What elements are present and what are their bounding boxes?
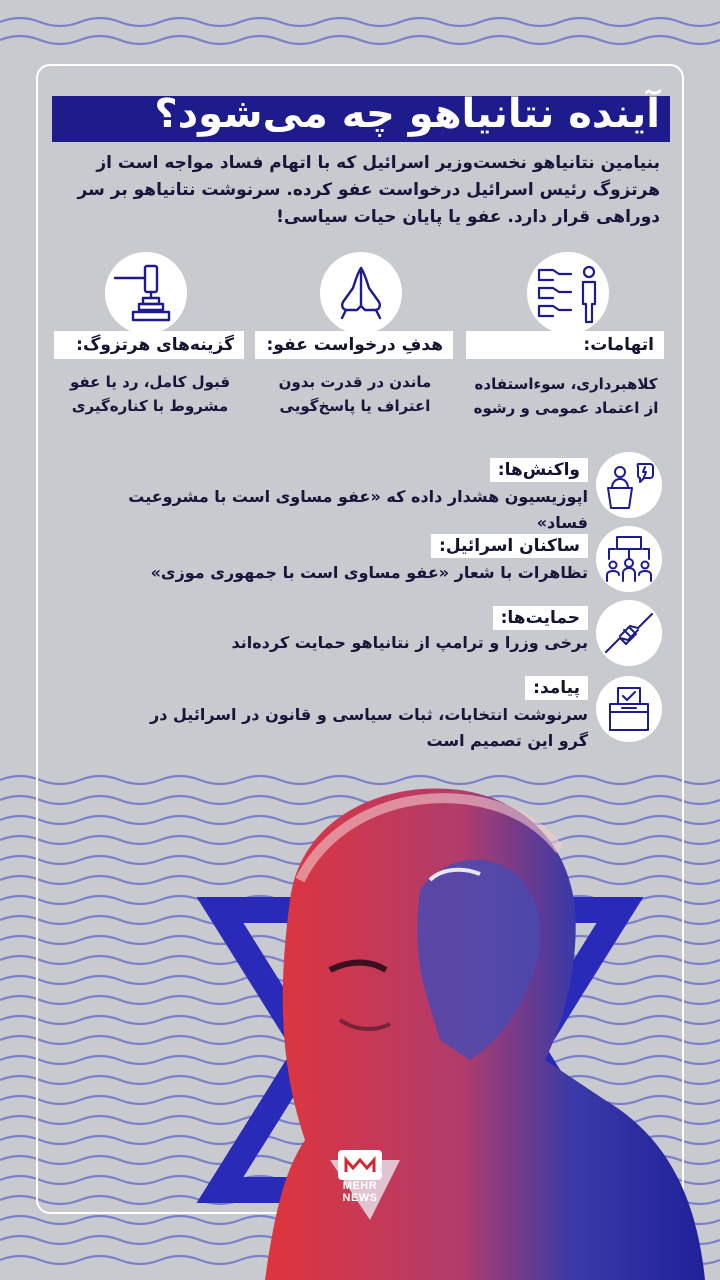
handshake-icon (596, 600, 662, 666)
consequence-text: سرنوشت انتخابات، ثبات سیاسی و قانون در اسرائیل در گرو این تصمیم است (150, 705, 588, 750)
intro-paragraph: بنیامین نتانیاهو نخست‌وزیر اسرائیل که با اتهام فساد مواجه است از هرتزوگ رئیس اسرائیل درخواست عفو کرده. سرنوشت نتانیاهو بر سر دوراهی قرار دارد. عفو یا پایان حیات سیاسی! (77, 153, 660, 227)
mehr-logo-mark-icon (338, 1150, 382, 1180)
herzog-options-text: قبول کامل، رد یا عفو مشروط با کناره‌گیری (69, 373, 231, 415)
page-title: آینده نتانیاهو چه می‌شود؟ (154, 91, 660, 137)
logo-text-mehr: MEHR (342, 1180, 378, 1192)
israel-residents-label: ساکنان اسرائیل: (431, 534, 588, 558)
accusations-label: اتهامات: (466, 331, 664, 359)
reactions-text: اپوزیسیون هشدار داده که «عفو مساوی است با مشروعیت فساد» (128, 487, 588, 532)
herzog-options-label: گزینه‌های هرتزوگ: (54, 331, 244, 359)
pardon-goal-label: هدفِ درخواست عفو: (255, 331, 453, 359)
accusation-icon (527, 252, 609, 334)
mehr-news-logo (334, 1150, 386, 1214)
reactions-label: واکنش‌ها: (490, 458, 588, 482)
accusations-text: کلاهبرداری، سوءاستفاده از اعتماد عمومی و رشوه (473, 375, 659, 417)
ballot-box-icon (596, 676, 662, 742)
speaker-podium-icon (596, 452, 662, 518)
israel-residents-text: تظاهرات با شعار «عفو مساوی است با جمهوری موزی» (150, 563, 588, 582)
support-text: برخی وزرا و ترامپ از نتانیاهو حمایت کرده‌اند (231, 633, 588, 652)
gavel-icon (105, 252, 187, 334)
pardon-goal-text: ماندن در قدرت بدون اعتراف یا پاسخ‌گویی (278, 373, 432, 415)
praying-hands-icon (320, 252, 402, 334)
logo-text-news: NEWS (342, 1192, 378, 1204)
consequence-label: پیامد: (525, 676, 588, 700)
protest-icon (596, 526, 662, 592)
support-label: حمایت‌ها: (493, 606, 588, 630)
